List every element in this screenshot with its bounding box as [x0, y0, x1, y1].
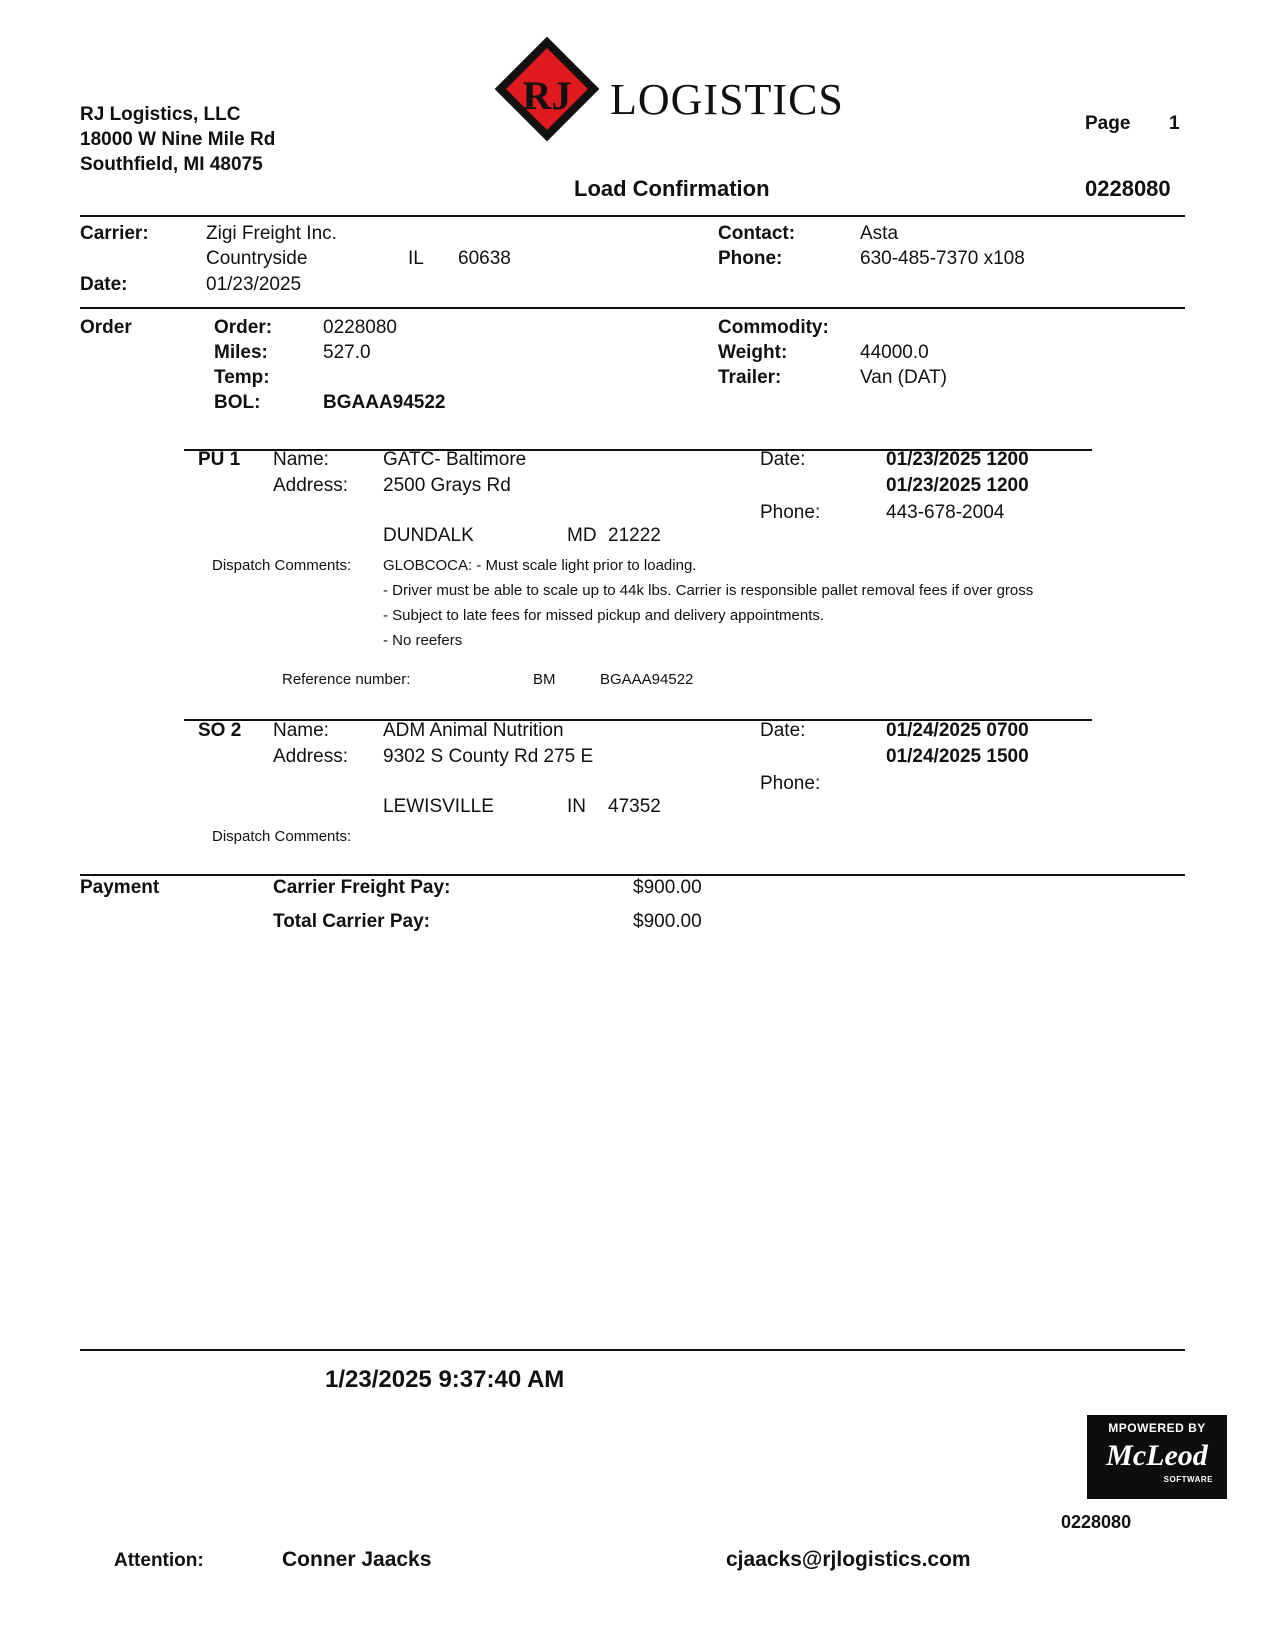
order-section-label: Order: [80, 317, 132, 338]
dispatch-comment-line: - Subject to late fees for missed pickup and delivery appointments.: [383, 607, 825, 624]
total-pay-amount: $900.00: [633, 911, 702, 932]
bol-value: BGAAA94522: [323, 392, 446, 413]
miles-label: Miles:: [214, 342, 268, 363]
stop-date-latest: 01/24/2025 1500: [886, 746, 1029, 767]
carrier-name: Zigi Freight Inc.: [206, 223, 337, 244]
stop-address-label: Address:: [273, 746, 348, 767]
badge-top-text: MPOWERED BY: [1108, 1421, 1206, 1435]
attention-label: Attention:: [114, 1550, 204, 1571]
stop-phone: 443-678-2004: [886, 502, 1005, 523]
stop-state: IN: [567, 796, 586, 817]
carrier-city: Countryside: [206, 248, 308, 269]
stop-date-earliest: 01/24/2025 0700: [886, 720, 1029, 741]
stop-date-label: Date:: [760, 449, 806, 470]
mcleod-badge: [1087, 1415, 1227, 1499]
stop-phone-label: Phone:: [760, 773, 821, 794]
page-title: Load Confirmation: [574, 176, 770, 201]
carrier-label: Carrier:: [80, 223, 149, 244]
total-pay-label: Total Carrier Pay:: [273, 911, 430, 932]
temp-label: Temp:: [214, 367, 270, 388]
stop-city: DUNDALK: [383, 525, 474, 546]
dispatch-comment-line: GLOBCOCA: - Must scale light prior to loading.: [383, 557, 697, 574]
carrier-zip: 60638: [458, 248, 511, 269]
dispatch-comment-line: - No reefers: [383, 632, 463, 649]
stop-date-label: Date:: [760, 720, 806, 741]
footer-document-number: 0228080: [1061, 1512, 1132, 1532]
contact-label: Contact:: [718, 223, 796, 244]
stop-name: ADM Animal Nutrition: [383, 720, 564, 741]
dispatch-comments-label: Dispatch Comments:: [212, 828, 352, 845]
commodity-label: Commodity:: [718, 317, 829, 338]
badge-sub: SOFTWARE: [1163, 1475, 1213, 1484]
badge-name: McLeod: [1106, 1439, 1208, 1472]
document-number: 0228080: [1085, 176, 1171, 201]
divider: [80, 874, 1185, 876]
dispatch-comments-label: Dispatch Comments:: [212, 557, 352, 574]
stop-phone-label: Phone:: [760, 502, 821, 523]
reference-number-label: Reference number:: [282, 671, 411, 688]
stop-city: LEWISVILLE: [383, 796, 494, 817]
attention-name: Conner Jaacks: [282, 1548, 432, 1571]
stop-address: 9302 S County Rd 275 E: [383, 746, 594, 767]
contact-name: Asta: [860, 223, 899, 244]
attention-email: cjaacks@rjlogistics.com: [726, 1548, 971, 1571]
order-label: Order:: [214, 317, 273, 338]
stop-code: SO 2: [198, 720, 242, 741]
stop-name-label: Name:: [273, 720, 329, 741]
dispatch-comment-line: - Driver must be able to scale up to 44k lbs. Carrier is responsible pallet removal fees if over gross: [383, 582, 1034, 599]
carrier-phone: 630-485-7370 x108: [860, 248, 1025, 269]
stop-state: MD: [567, 525, 597, 546]
stop-name-label: Name:: [273, 449, 329, 470]
page-number: 1: [1169, 113, 1180, 134]
company-address-line1: 18000 W Nine Mile Rd: [80, 129, 276, 150]
stop-zip: 21222: [608, 525, 661, 546]
reference-value: BGAAA94522: [600, 671, 694, 688]
phone-label: Phone:: [718, 248, 783, 269]
company-address-line2: Southfield, MI 48075: [80, 154, 263, 175]
stop-name: GATC- Baltimore: [383, 449, 527, 470]
carrier-state: IL: [408, 248, 424, 269]
stop-code: PU 1: [198, 449, 241, 470]
logo-wordmark: LOGISTICS: [610, 75, 844, 124]
carrier-date-label: Date:: [80, 274, 128, 295]
carrier-date: 01/23/2025: [206, 274, 302, 295]
order-number: 0228080: [323, 317, 397, 338]
print-timestamp: 1/23/2025 9:37:40 AM: [325, 1366, 565, 1393]
divider: [80, 215, 1185, 217]
miles-value: 527.0: [323, 342, 371, 363]
company-name: RJ Logistics, LLC: [80, 104, 241, 125]
trailer-value: Van (DAT): [860, 367, 947, 388]
stop-date-latest: 01/23/2025 1200: [886, 475, 1029, 496]
stop-address-label: Address:: [273, 475, 348, 496]
freight-pay-amount: $900.00: [633, 877, 702, 898]
divider: [80, 307, 1185, 309]
bol-label: BOL:: [214, 392, 261, 413]
reference-type: BM: [533, 671, 556, 688]
payment-section-label: Payment: [80, 877, 160, 898]
stop-zip: 47352: [608, 796, 661, 817]
logo-mark: RJ: [522, 73, 572, 118]
weight-value: 44000.0: [860, 342, 929, 363]
stop-date-earliest: 01/23/2025 1200: [886, 449, 1029, 470]
divider: [80, 1349, 1185, 1351]
page-label: Page: [1085, 113, 1131, 134]
trailer-label: Trailer:: [718, 367, 782, 388]
stop-address: 2500 Grays Rd: [383, 475, 511, 496]
weight-label: Weight:: [718, 342, 788, 363]
freight-pay-label: Carrier Freight Pay:: [273, 877, 451, 898]
